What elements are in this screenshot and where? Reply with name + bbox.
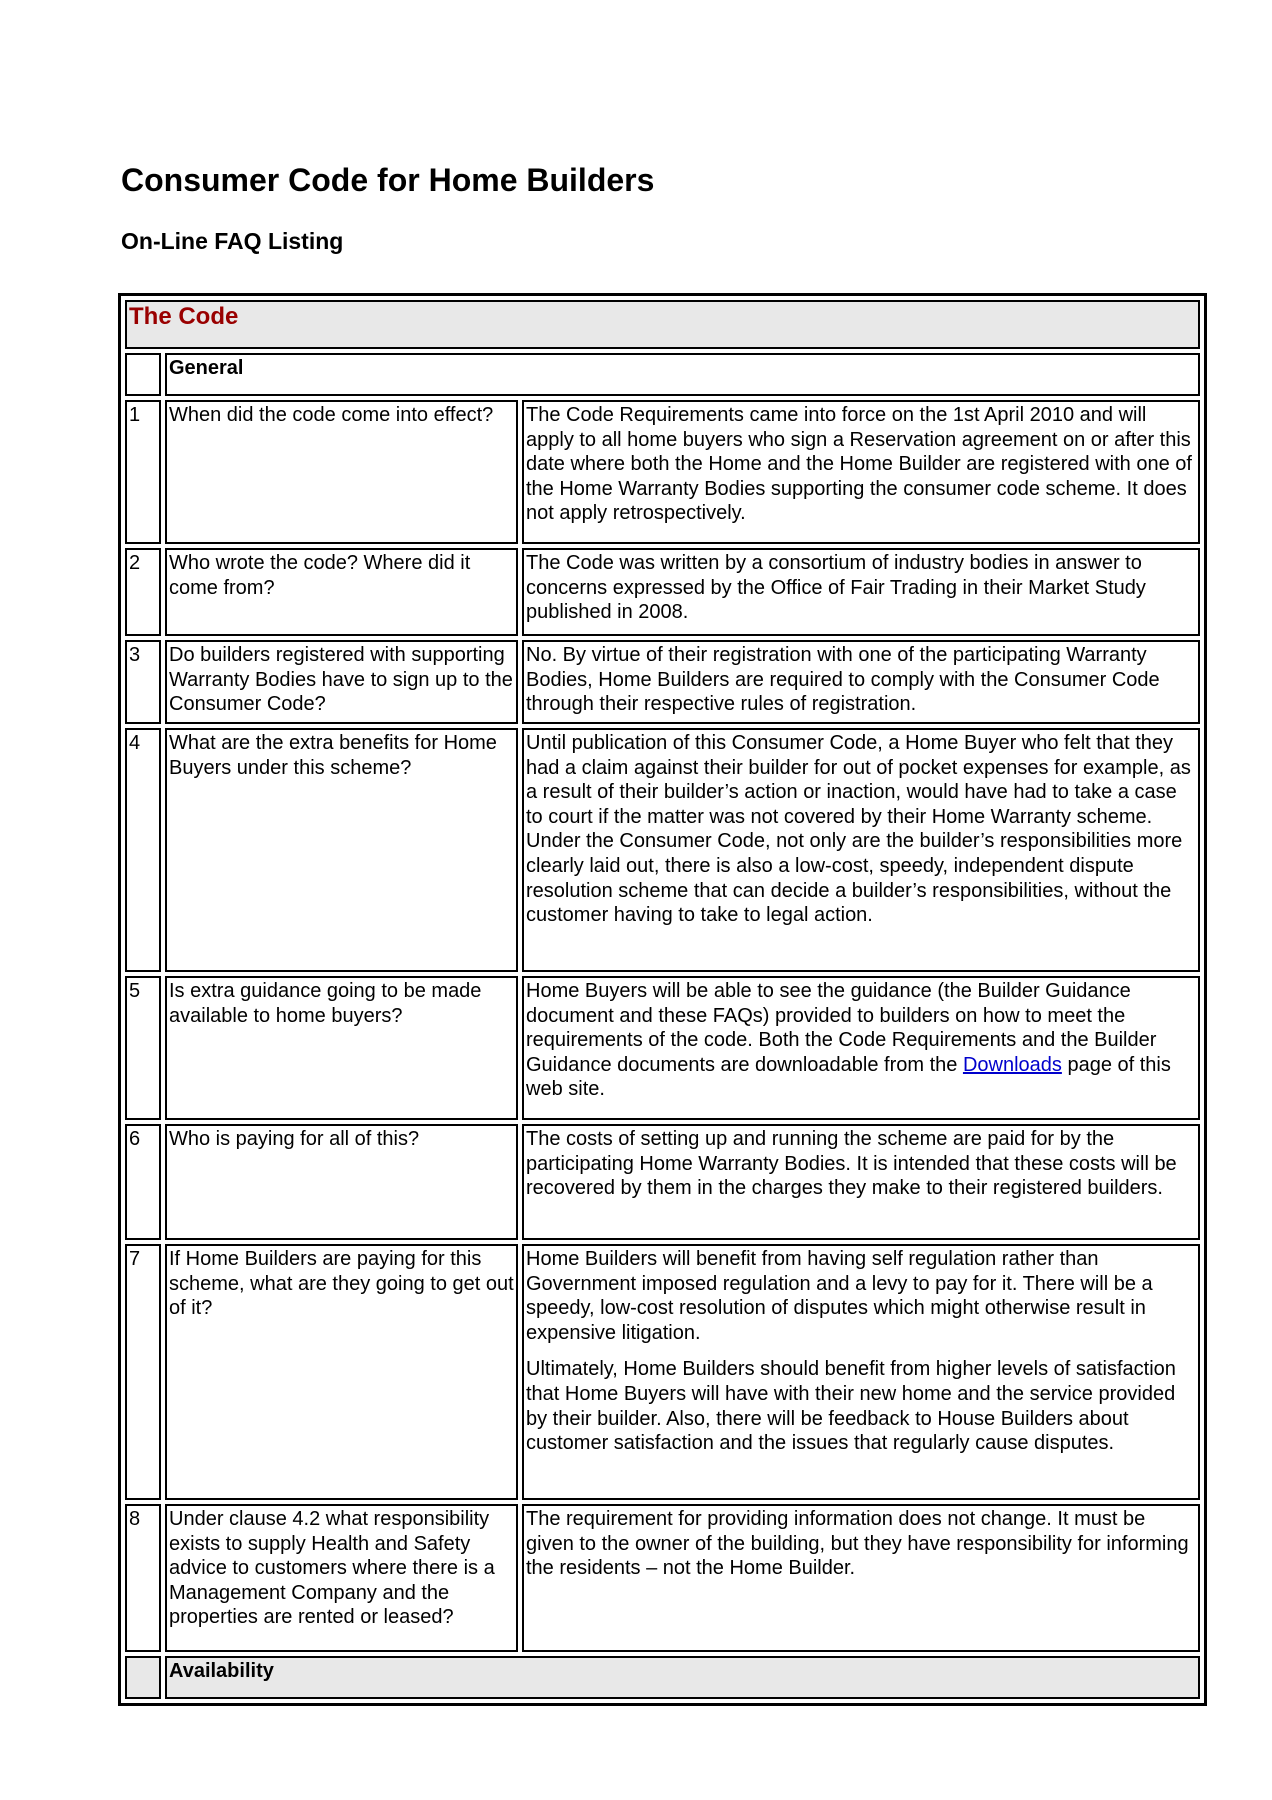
faq-row bbox=[125, 1504, 1200, 1652]
document-title: Consumer Code for Home Builders bbox=[121, 162, 655, 198]
subsection-title: Availability bbox=[165, 1656, 1200, 1699]
answer-paragraph: Ultimately, Home Builders should benefit from higher levels of satisfaction that Home Buyers will have with their new home and the service provided by their builder. Also, there will be feedback to House Builders about customer satisfaction and the issues that regularly cause disputes. bbox=[526, 1358, 1176, 1455]
faq-number: 6 bbox=[125, 1124, 161, 1240]
answer-paragraph: The Code was written by a consortium of industry bodies in answer to concerns expressed by the Office of Fair Trading in their Market Study published in 2008. bbox=[526, 552, 1146, 624]
answer-paragraph: Home Builders will benefit from having self regulation rather than Government imposed regulation and a levy to pay for it. There will be a speedy, low-cost resolution of disputes which might otherwise result in expensive litigation. bbox=[526, 1248, 1153, 1344]
subsection-row-availability bbox=[125, 1656, 1200, 1699]
faq-question: Who is paying for all of this? bbox=[165, 1124, 518, 1240]
faq-question: What are the extra benefits for Home Buyers under this scheme? bbox=[165, 728, 518, 972]
empty-cell bbox=[125, 353, 161, 396]
faq-number: 2 bbox=[125, 548, 161, 636]
answer-paragraph: Until publication of this Consumer Code, a Home Buyer who felt that they had a claim against their builder for out of pocket expenses for example, as a result of their builder’s action or inaction, would have had to take a case to court if the matter was not covered by their Home Warranty scheme. Under the Consumer Code, not only are the builder’s responsibilities more clearly laid out, there is also a low-cost, speedy, independent dispute resolution scheme that can decide a builder’s responsibilities, without the customer having to take to legal action. bbox=[526, 732, 1191, 927]
faq-row bbox=[125, 1244, 1200, 1500]
faq-answer bbox=[522, 640, 1200, 724]
answer-paragraph: The costs of setting up and running the scheme are paid for by the participating Home Warranty Bodies. It is intended that these costs will be recovered by them in the charges they make to their registered builders. bbox=[526, 1128, 1177, 1200]
answer-paragraph: The Code Requirements came into force on the 1st April 2010 and will apply to all home buyers who sign a Reservation agreement on or after this date where both the Home and the Home Builder are registered with one of the Home Warranty Bodies supporting the consumer code scheme. It does not apply retrospectively. bbox=[526, 404, 1192, 525]
subsection-title: General bbox=[165, 353, 1200, 396]
faq-answer bbox=[522, 728, 1200, 972]
faq-answer bbox=[522, 400, 1200, 544]
answer-paragraph bbox=[526, 979, 1196, 1102]
answer-paragraph: No. By virtue of their registration with one of the participating Warranty Bodies, Home Builders are required to comply with the Consumer Code through their respective rules of registration. bbox=[526, 644, 1160, 716]
document-subtitle: On-Line FAQ Listing bbox=[121, 228, 344, 254]
faq-question: Under clause 4.2 what responsibility exists to supply Health and Safety advice to customers where there is a Management Company and the properties are rented or leased? bbox=[165, 1504, 518, 1652]
faq-number: 5 bbox=[125, 976, 161, 1120]
subsection-row-general bbox=[125, 353, 1200, 396]
answer-text: page of this web site. bbox=[526, 1053, 1171, 1101]
faq-number: 1 bbox=[125, 400, 161, 544]
faq-number: 7 bbox=[125, 1244, 161, 1500]
faq-answer bbox=[522, 1504, 1200, 1652]
answer-paragraph: The requirement for providing information does not change. It must be given to the owner of the building, but they have responsibility for informing the residents – not the Home Builder. bbox=[526, 1508, 1189, 1580]
faq-answer bbox=[522, 1244, 1200, 1500]
faq-number: 8 bbox=[125, 1504, 161, 1652]
faq-answer bbox=[522, 1124, 1200, 1240]
faq-row bbox=[125, 1124, 1200, 1240]
faq-question: Do builders registered with supporting Warranty Bodies have to sign up to the Consumer Code? bbox=[165, 640, 518, 724]
faq-row bbox=[125, 400, 1200, 544]
faq-number: 4 bbox=[125, 728, 161, 972]
faq-question: Who wrote the code? Where did it come from? bbox=[165, 548, 518, 636]
faq-row bbox=[125, 976, 1200, 1120]
downloads-link[interactable]: Downloads bbox=[962, 1053, 1062, 1076]
faq-question: Is extra guidance going to be made available to home buyers? bbox=[165, 976, 518, 1120]
faq-answer bbox=[522, 976, 1200, 1120]
faq-row bbox=[125, 548, 1200, 636]
faq-table bbox=[118, 293, 1207, 1706]
empty-cell bbox=[125, 1656, 161, 1699]
faq-question: When did the code come into effect? bbox=[165, 400, 518, 544]
faq-number: 3 bbox=[125, 640, 161, 724]
answer-text: Home Buyers will be able to see the guidance (the Builder Guidance document and these FAQs) provided to builders on how to meet the requirements of the code. Both the Code Requirements and the Builder Guidance documents are downloadable from the bbox=[526, 980, 1157, 1076]
faq-row bbox=[125, 728, 1200, 972]
faq-question: If Home Builders are paying for this scheme, what are they going to get out of it? bbox=[165, 1244, 518, 1500]
faq-answer bbox=[522, 548, 1200, 636]
section-header-row bbox=[125, 300, 1200, 349]
section-title: The Code bbox=[125, 300, 1200, 349]
faq-row bbox=[125, 640, 1200, 724]
